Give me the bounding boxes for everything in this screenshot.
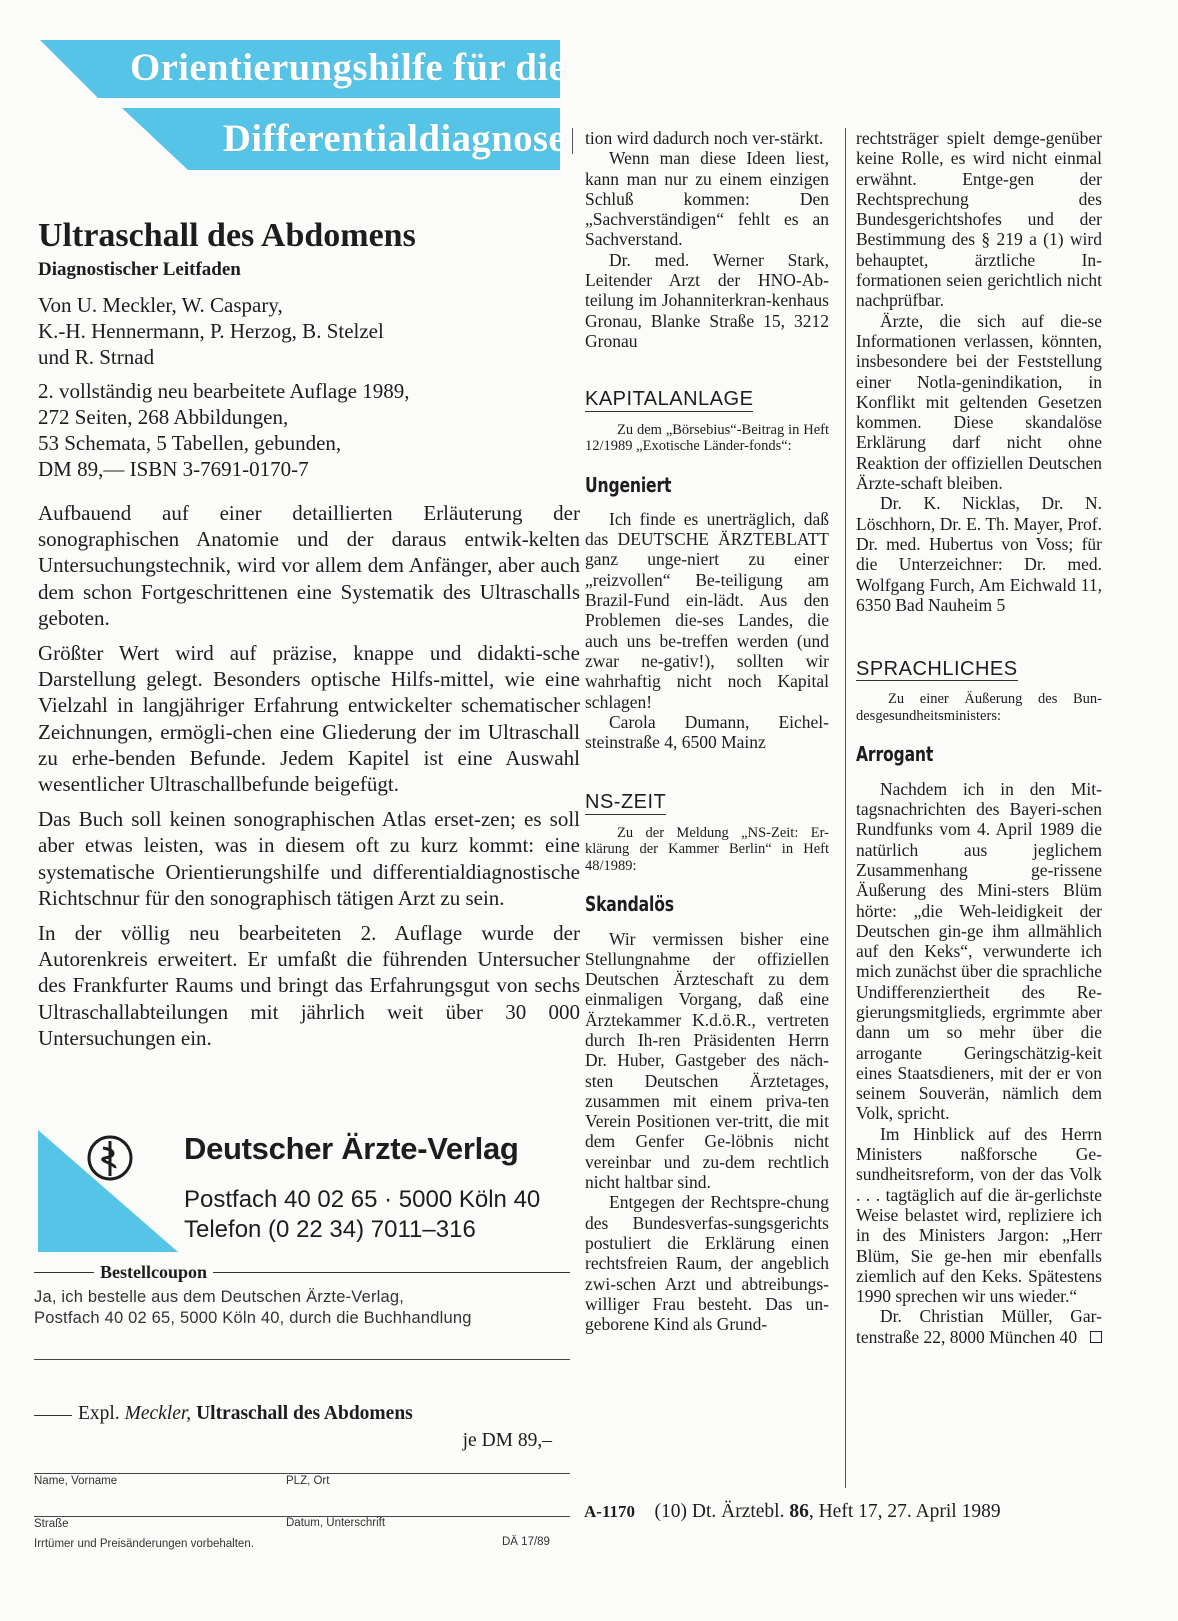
edition-line: 53 Schemata, 5 Tabellen, gebunden, bbox=[38, 431, 342, 455]
letter-headline: Arrogant bbox=[856, 742, 934, 767]
edition-line: 272 Seiten, 268 Abbildungen, bbox=[38, 405, 289, 429]
quantity-blank[interactable] bbox=[34, 1415, 72, 1416]
page-number: A-1170 bbox=[584, 1502, 635, 1521]
book-subtitle: Diagnostischer Leitfaden bbox=[38, 259, 241, 280]
letter-text: tion wird dadurch noch ver-stärkt. bbox=[585, 128, 824, 148]
letter-text: Ärzte, die sich auf die-se Informationen verlassen, könnten, insbesondere bei der Feststellung einer Notla-genindikation, in Konflikt mit geltenden Gesetzen kommen. Diese skandalöse Erklärung darf nicht ohne Reaktion der offiziellen Deutschen Ärzte-schaft bleiben. bbox=[856, 310, 1102, 494]
letter-text: Wenn man diese Ideen liest, kann man nur zu einem einzigen Schluß kommen: Den „Sachverständigen“ fehlt es an Sachverstand. bbox=[585, 148, 829, 250]
disclaimer: Irrtümer und Preisänderungen vorbehalten. bbox=[34, 1538, 254, 1550]
description-paragraph: In der völlig neu bearbeiteten 2. Auflage wurde der Autorenkreis erweitert. Er umfaßt die führenden Untersucher des Frankfurter Raums und bringt das Erfahrungsgut von sechs Ultraschallabteilungen mit jährlich weit über 30 000 Untersuchungen ein. bbox=[38, 921, 580, 1050]
letter-intro: Zu dem „Börsebius“-Beitrag in Heft 12/1989 „Exotische Länder-fonds“: bbox=[585, 421, 829, 455]
end-of-article-icon bbox=[1090, 1331, 1102, 1343]
journal-volume: 86 bbox=[789, 1501, 809, 1522]
name-field-label: Name, Vorname bbox=[34, 1475, 118, 1487]
rubric-kapitalanlage: KAPITALANLAGE bbox=[585, 388, 754, 411]
letters-column-middle bbox=[585, 128, 829, 1334]
description-paragraph: Aufbauend auf einer detaillierten Erläuterung der sonographischen Anatomie und der daraus entwik-kelten Untersuchungstechnik, wird vor allem dem Anfänger, aber auch dem schon Fortgeschrittenen eine Systematik des Ultraschalls geboten. bbox=[38, 501, 580, 630]
order-line bbox=[34, 1403, 570, 1425]
bookshop-field-line[interactable] bbox=[34, 1359, 570, 1360]
banner-line-2: Differentialdiagnose bbox=[222, 117, 566, 160]
edition-line: 2. vollständig neu bearbeitete Auflage 1989, bbox=[38, 379, 410, 403]
publisher-name: Deutscher Ärzte-Verlag bbox=[184, 1131, 519, 1166]
street-field-label: Straße bbox=[34, 1518, 69, 1530]
description-paragraph: Das Buch soll keinen sonographischen Atlas erset-zen; es soll aber etwas leisten, was in diesem oft zu kurz kommt: eine systematische Orientierungshilfe und differentialdiagnostische Richtschnur für den sonographisch tätigen Arzt zu sein. bbox=[38, 807, 580, 910]
name-field-line[interactable] bbox=[34, 1473, 570, 1474]
book-authors bbox=[38, 292, 580, 370]
book-advert bbox=[38, 216, 580, 1051]
letter-signature: Dr. med. Werner Stark, Leitender Arzt der HNO-Ab-teilung im Johanniterkran-kenhaus Gronau, Blanke Straße 15, 3212 Gronau bbox=[585, 249, 829, 351]
letter-text: Im Hinblick auf des Herrn Ministers naßforsche Ge-sundheitsreform, von der das Volk . . . tagtäglich auf die är-gerlichste Weise belastet wird, repliziere ich in des Ministers Jargon: „Herr Blüm, Sie ge-hen mir ebenfalls ziemlich auf den Keks. Spätestens 1990 sprechen wir uns wieder.“ bbox=[856, 1123, 1102, 1307]
letter-text: rechtsträger spielt demge-genüber keine Rolle, es wird nicht einmal erwähnt. Entge-gen der Rechtsprechung des Bundesgerichtshofes und der Bestimmung des § 219 a (1) wird behauptet, ärztliche In-formationen seien gerichtlich nicht nachprüfbar. bbox=[856, 128, 1102, 311]
book-title: Ultraschall des Abdomens bbox=[38, 217, 416, 254]
column-rule bbox=[572, 128, 573, 154]
letter-signature bbox=[856, 1306, 1102, 1347]
banner-line-1: Orientierungshilfe für die bbox=[129, 46, 566, 89]
rubric-sprachliches: SPRACHLICHES bbox=[856, 658, 1018, 681]
letter-text: Ich finde es unerträglich, daß das DEUTSCHE ÄRZTEBLATT ganz unge-niert zu einer „reizvollen“ Be-teiligung am Brazil-Fund ein-lädt. Aus den Problemen die-ses Landes, die auch uns be-treffen werden (und zwar ne-gativ!), sollten wir wahrhaftig nicht noch Kapital schlagen! bbox=[585, 508, 829, 712]
coupon-code: DÄ 17/89 bbox=[502, 1536, 550, 1548]
description-paragraph: Größter Wert wird auf präzise, knappe und didakti-sche Darstellung gelegt. Besonders optische Hilfs-mittel, wie eine Vielzahl in langjähriger Erfahrung entwickelter schematischer Zeichnungen, ermögli-chen eine Gliederung der im Ultraschall zu erhe-benden Befunde. Jedem Kapitel ist eine Auswahl wesentlicher Ultraschallbefunde beigefügt. bbox=[38, 641, 580, 797]
column-rule bbox=[845, 128, 846, 1488]
letter-text: Nachdem ich in den Mit-tagsnachrichten des Bayeri-schen Rundfunks vom 4. April 1989 die natürlich aus jeglichem Zusammenhang ge-rissene Äußerung des Mini-sters Blüm hörte: „die Weh-leidigkeit der Deutschen gin-ge ihm allmählich auf den Keks“, verwunderte ich mich zunächst über die sprachliche Undifferenziertheit des Re-gierungsmitglieds, ergrimmte aber dann um so mehr über die arrogante Geringschätzig-keit eines Staatsdieners, mit der er von seinem Souverän, nämlich dem Volk, spricht. bbox=[856, 778, 1102, 1124]
publisher-block bbox=[38, 1130, 580, 1252]
letters-column-right bbox=[856, 128, 1102, 1347]
journal-issue: (10) Dt. Ärztebl. bbox=[654, 1501, 785, 1522]
page-footer bbox=[584, 1501, 1001, 1523]
publisher-address: Postfach 40 02 65 · 5000 Köln 40 bbox=[184, 1186, 541, 1213]
plz-field-label: PLZ, Ort bbox=[286, 1475, 330, 1487]
order-price: je DM 89,– bbox=[462, 1430, 552, 1451]
letter-headline: Ungeniert bbox=[585, 472, 672, 497]
author-line: und R. Strnad bbox=[38, 345, 155, 369]
order-author: Meckler, bbox=[124, 1403, 192, 1424]
journal-date: , Heft 17, 27. April 1989 bbox=[808, 1501, 1001, 1522]
publisher-phone: Telefon (0 22 34) 7011–316 bbox=[184, 1216, 476, 1243]
coupon-text bbox=[34, 1287, 570, 1329]
signature-field-label: Datum, Unterschrift bbox=[286, 1517, 386, 1529]
coupon-text-line: Ja, ich bestelle aus dem Deutschen Ärzte-Verlag, bbox=[34, 1288, 405, 1306]
author-line: Von U. Meckler, W. Caspary, bbox=[38, 293, 283, 317]
letter-text: Wir vermissen bisher eine Stellungnahme der offiziellen Deutschen Ärzteschaft zu dem einmaligen Vorgang, daß eine Ärztekammer K.d.ö.R., vertreten durch Ih-ren Präsidenten Herrn Dr. Huber, Gastgeber des näch-sten Deutschen Ärztetages, zusammen mit einem priva-ten Verein Positionen ver-tritt, die mit dem Genfer Ge-löbnis nicht vereinbar und zu-dem rechtlich nicht haltbar sind. bbox=[585, 928, 829, 1193]
letter-text: Entgegen der Rechtspre-chung des Bundesverfas-sungsgerichts postuliert die Erklärung einen rechtsfreien Raum, der angeblich zwi-schen Arzt und abtreibungs-williger Frau besteht. Das un-geborene Kind als Grund- bbox=[585, 1192, 829, 1335]
signature-text: Dr. Christian Müller, Gar-tenstraße 22, 8000 München 40 bbox=[856, 1306, 1102, 1347]
letter-intro: Zu einer Äußerung des Bun-desgesundheitsministers: bbox=[856, 691, 1102, 724]
letter-signature: Dr. K. Nicklas, Dr. N. Löschhorn, Dr. E. Th. Mayer, Prof. Dr. med. Hubertus von Voss; für die Unterzeichner: Dr. med. Wolfgang Furch, Am Eichwald 11, 6350 Bad Nauheim 5 bbox=[856, 493, 1102, 615]
author-line: K.-H. Hennermann, P. Herzog, B. Stelzel bbox=[38, 319, 384, 343]
order-coupon bbox=[34, 1262, 570, 1550]
edition-line: DM 89,— ISBN 3-7691-0170-7 bbox=[38, 457, 309, 481]
letter-signature: Carola Dumann, Eichel-steinstraße 4, 6500 Mainz bbox=[585, 711, 829, 753]
order-title: Ultraschall des Abdomens bbox=[196, 1403, 413, 1424]
title-banner bbox=[40, 40, 580, 178]
order-prefix: Expl. bbox=[78, 1403, 120, 1424]
coupon-heading bbox=[34, 1262, 570, 1283]
coupon-heading-label: Bestellcoupon bbox=[100, 1262, 208, 1282]
letter-headline: Skandalös bbox=[585, 892, 674, 917]
book-edition-info bbox=[38, 378, 580, 482]
letter-intro: Zu der Meldung „NS-Zeit: Er-klärung der Kammer Berlin“ in Heft 48/1989: bbox=[585, 824, 829, 874]
rubric-ns-zeit: NS-ZEIT bbox=[585, 791, 667, 814]
coupon-text-line: Postfach 40 02 65, 5000 Köln 40, durch die Buchhandlung bbox=[34, 1309, 472, 1327]
aesculapius-logo-icon bbox=[86, 1134, 134, 1182]
